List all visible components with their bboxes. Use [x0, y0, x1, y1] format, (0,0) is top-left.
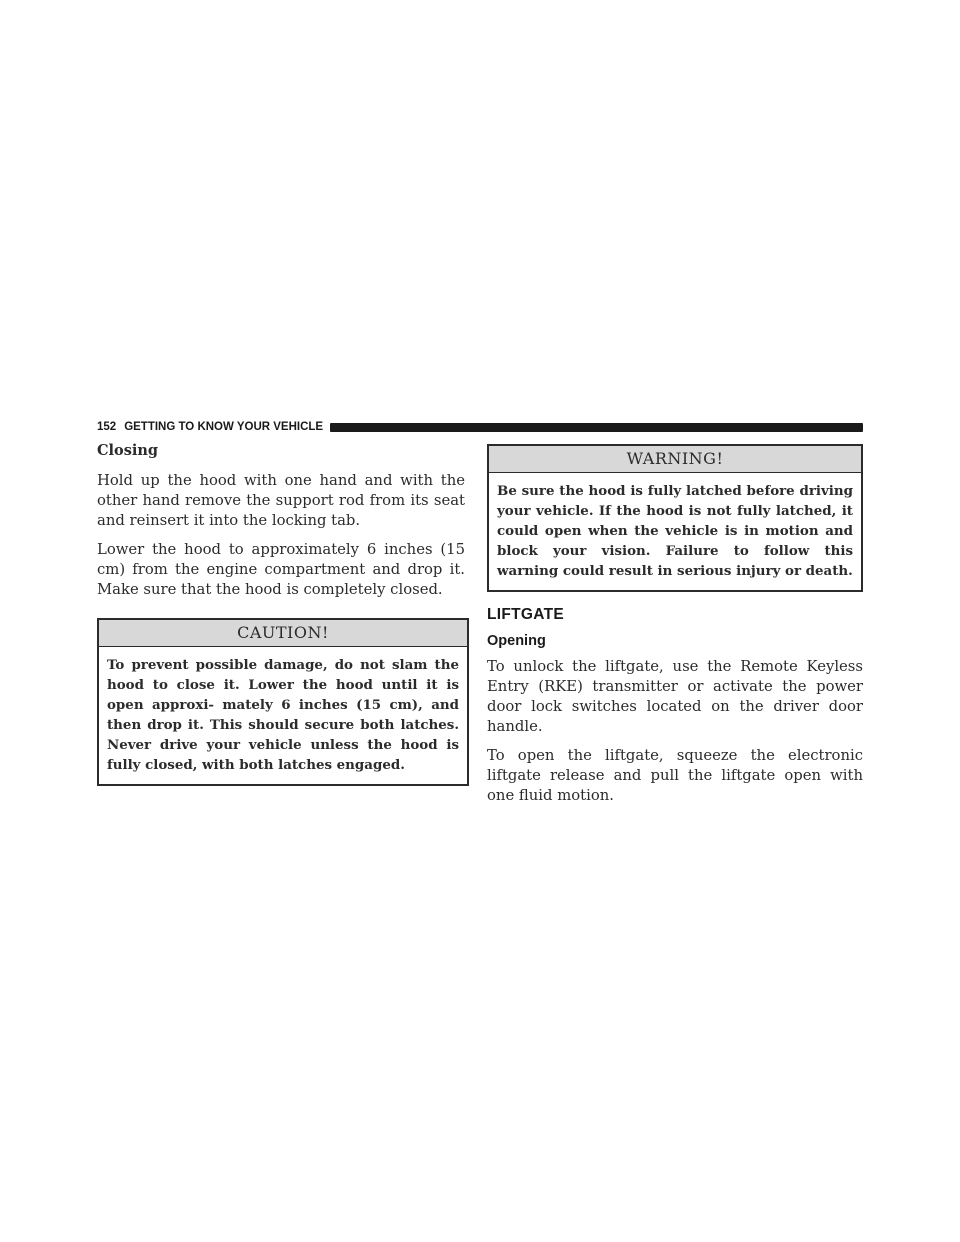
section-title: GETTING TO KNOW YOUR VEHICLE	[124, 421, 324, 433]
caution-title: CAUTION!	[99, 620, 467, 647]
closing-paragraph-2: Lower the hood to approximately 6 inches (15 cm) from the engine compartment and drop it. Make sure that the hood is completely closed.	[97, 541, 465, 598]
right-column	[487, 441, 863, 815]
page-number: 152	[97, 421, 117, 433]
header-rule	[330, 423, 863, 432]
left-column	[97, 441, 465, 786]
page-header	[97, 419, 863, 435]
caution-box	[97, 618, 469, 786]
warning-box	[487, 444, 863, 592]
closing-subheading: Closing	[97, 442, 159, 459]
warning-text: Be sure the hood is fully latched before driving your vehicle. If the hood is not fully latched, it could open when the vehicle is in motion and block your vision. Failure to follow this warning could result in serious injury or death.	[497, 483, 853, 579]
opening-paragraph-1: To unlock the liftgate, use the Remote Keyless Entry (RKE) transmitter or activate the power door lock switches located on the driver door handle.	[487, 658, 863, 735]
warning-title: WARNING!	[489, 446, 861, 473]
closing-paragraph-1: Hold up the hood with one hand and with the other hand remove the support rod from its seat and reinsert it into the locking tab.	[97, 472, 465, 529]
opening-subheading: Opening	[487, 633, 546, 649]
opening-paragraph-2: To open the liftgate, squeeze the electronic liftgate release and pull the liftgate open with one fluid motion.	[487, 747, 863, 804]
liftgate-heading: LIFTGATE	[487, 606, 565, 623]
caution-text: To prevent possible damage, do not slam the hood to close it. Lower the hood until it is open approxi- mately 6 inches (15 cm), and then drop it. This should secure both latches. Never drive your vehicle unless the hood is fully closed, with both latches engaged.	[107, 657, 459, 773]
